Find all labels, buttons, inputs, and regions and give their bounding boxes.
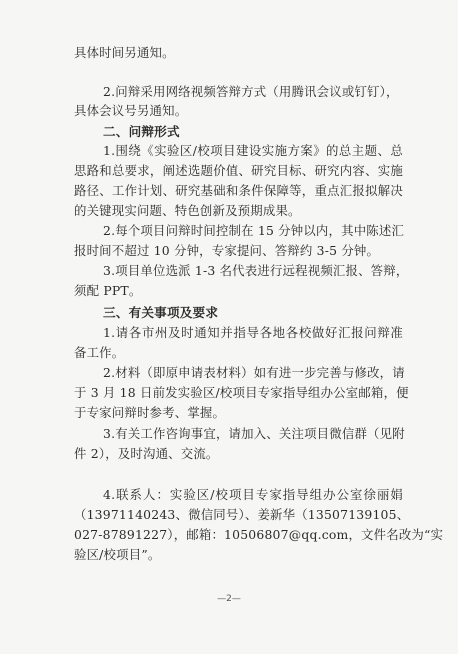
text-line: 3.有关工作咨询事宜，请加入、关注项目微信群（见附 [103, 426, 405, 441]
text-line: 具体会议号另通知。 [74, 103, 188, 118]
page-number: —2— [217, 594, 241, 604]
text-line: 须配 PPT。 [74, 283, 142, 298]
section-heading: 二、问辩形式 [103, 124, 180, 139]
text-line: 于 3 月 18 日前发实验区/校项目专家指导组办公室邮箱，便 [74, 385, 409, 400]
text-line: （13971140243、微信同号）、姜新华（13507139105、 [74, 507, 410, 522]
text-line: 4.联系人：实验区/校项目专家指导组办公室徐丽娟 [103, 487, 403, 502]
text-line: 2.材料（即原申请表材料）如有进一步完善与修改，请 [103, 365, 405, 380]
text-line: 3.项目单位选派 1-3 名代表进行远程视频汇报、答辩， [103, 263, 409, 278]
text-line: 2.问辩采用网络视频答辩方式（用腾讯会议或钉钉）， [103, 84, 399, 99]
text-line: 027-87891227），邮箱：10506807@qq.com，文件名改为“实 [74, 527, 444, 542]
text-line: 件 2），及时沟通、交流。 [74, 446, 219, 461]
text-line: 1.围绕《实验区/校项目建设实施方案》的总主题、总 [103, 143, 403, 158]
text-line: 思路和总要求，阐述选题价值、研究目标、研究内容、实施 [74, 163, 403, 178]
text-line: 的关键现实问题、特色创新及预期成果。 [74, 203, 301, 218]
text-line: 路径、工作计划、研究基础和条件保障等，重点汇报拟解决 [74, 183, 403, 198]
text-line: 具体时间另通知。 [74, 45, 175, 60]
section-heading: 三、有关事项及要求 [103, 305, 219, 320]
text-line: 验区/校项目”。 [74, 547, 161, 562]
text-line: 于专家问辩时参考、掌握。 [74, 405, 226, 420]
text-line: 1.请各市州及时通知并指导各地各校做好汇报问辩准 [103, 325, 403, 340]
text-line: 备工作。 [74, 345, 125, 360]
text-line: 2.每个项目问辩时间控制在 15 分钟以内，其中陈述汇 [103, 223, 405, 238]
text-line: 报时间不超过 10 分钟，专家提问、答辩约 3-5 分钟。 [74, 243, 380, 258]
